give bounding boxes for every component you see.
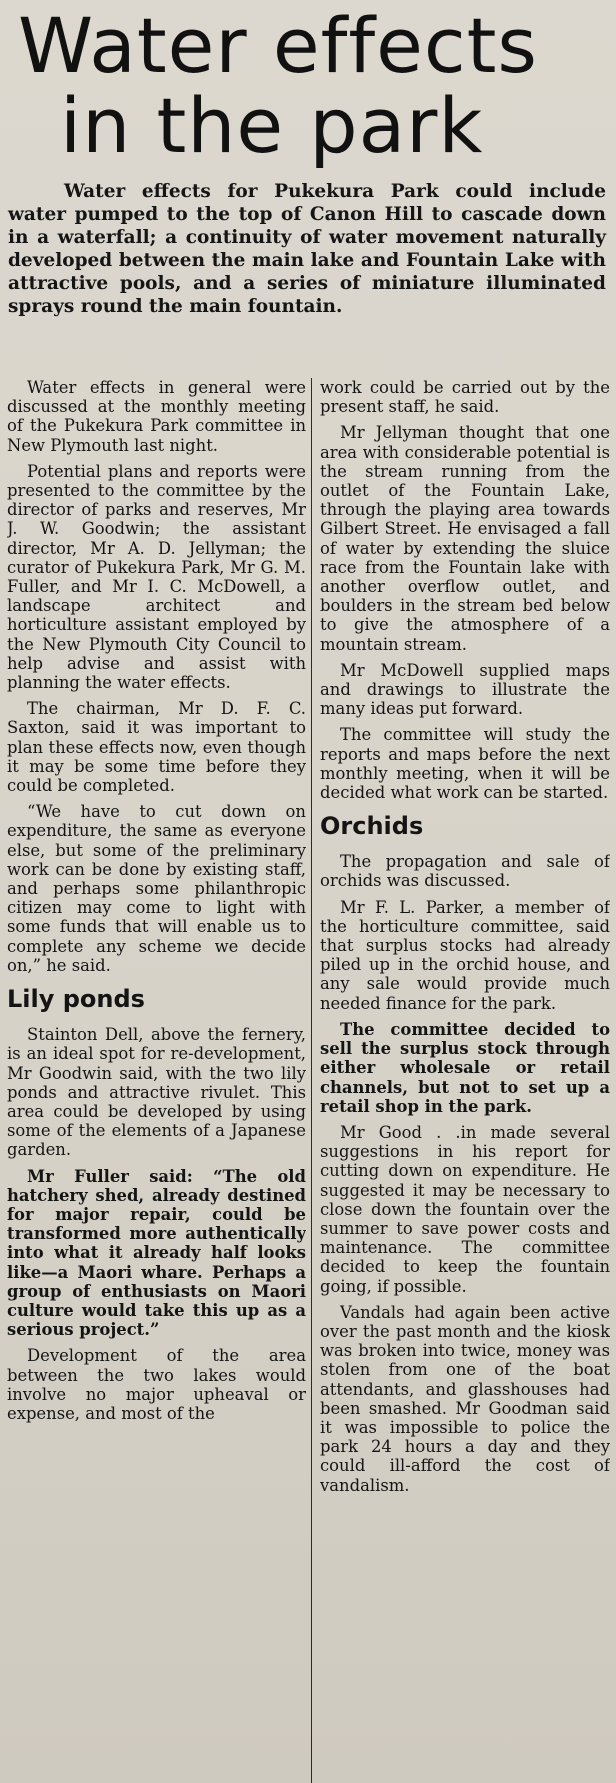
subhead-lily-ponds: Lily ponds xyxy=(7,985,145,1014)
paragraph: Development of the area between the two lakes would involve no major upheaval or expense, and most of the xyxy=(7,1346,306,1423)
paragraph: Vandals had again been active over the past month and the kiosk was broken into twice, money was stolen from one of the boat attendants, and glasshouses had been smashed. Mr Goodman said it was impossible to police the park 24 hours a day and they could ill-afford the cost of vandalism. xyxy=(320,1302,610,1495)
headline xyxy=(0,0,616,170)
paragraph: Potential plans and reports were presented to the committee by the director of parks and reserves, Mr J. W. Goodwin; the assistant director, Mr A. D. Jellyman; the curator of Pukekura Park, Mr G. M. Fuller, and Mr I. C. McDowell, a landscape architect and horticulture assistant employed by the New Plymouth City Council to help advise and assist with planning the water effects. xyxy=(7,461,306,693)
paragraph: Water effects in general were discussed at the monthly meeting of the Pukekura Park committee in New Plymouth last night. xyxy=(7,378,306,455)
paragraph: The propagation and sale of orchids was discussed. xyxy=(320,852,610,891)
bold-paragraph: Mr Fuller said: “The old hatchery shed, already destined for major repair, could be transformed more authentically into what it already half looks like—a Maori whare. Perhaps a group of enthusiasts on Maori culture would take this up as a serious project.” xyxy=(7,1166,306,1340)
intro-paragraph: Water effects for Pukekura Park could include water pumped to the top of Canon Hill to cascade down in a waterfall; a continuity of water movement naturally developed between the main lake and Fountain Lake with attractive pools, and a series of miniature illuminated sprays round the main fountain. xyxy=(8,181,606,317)
paragraph: Stainton Dell, above the fernery, is an ideal spot for re-development, Mr Goodwin said, with the two lily ponds and attractive rivulet. This area could be developed by using some of the elements of a Japanese garden. xyxy=(7,1025,306,1160)
article-body xyxy=(7,378,609,1778)
right-column xyxy=(320,378,610,1778)
left-column xyxy=(7,378,306,1778)
paragraph: work could be carried out by the present staff, he said. xyxy=(320,378,610,417)
headline-line-2: in the park xyxy=(60,81,484,170)
paragraph: Mr McDowell supplied maps and drawings to illustrate the many ideas put forward. xyxy=(320,660,610,719)
paragraph: Mr Good . .in made several suggestions in his report for cutting down on expenditure. He suggested it may be necessary to close down the fountain over the summer to save power costs and maintenance. The committee decided to keep the fountain going, if possible. xyxy=(320,1122,610,1296)
paragraph: Mr F. L. Parker, a member of the horticulture committee, said that surplus stocks had already piled up in the orchid house, and any sale would provide much needed finance for the park. xyxy=(320,897,610,1013)
paragraph: The committee will study the reports and maps before the next monthly meeting, when it will be decided what work can be started. xyxy=(320,725,610,803)
paragraph: The chairman, Mr D. F. C. Saxton, said it was important to plan these effects now, even though it may be some time before they could be completed. xyxy=(7,699,306,796)
paragraph: Mr Jellyman thought that one area with considerable potential is the stream running from the outlet of the Fountain Lake, through the playing area towards Gilbert Street. He envisaged a fall of water by extending the sluice race from the Fountain lake with another overflow outlet, and boulders in the stream bed below to give the atmosphere of a mountain stream. xyxy=(320,423,610,654)
bold-paragraph: The committee decided to sell the surplus stock through either wholesale or retail channels, but not to set up a retail shop in the park. xyxy=(320,1019,610,1116)
paragraph: “We have to cut down on expenditure, the same as everyone else, but some of the preliminary work can be done by existing staff, and perhaps some philanthropic citizen may come to light with some funds that will enable us to complete any scheme we decide on,” he said. xyxy=(7,802,306,975)
headline-line-1: Water effects xyxy=(18,1,539,90)
subhead-orchids: Orchids xyxy=(320,812,424,841)
